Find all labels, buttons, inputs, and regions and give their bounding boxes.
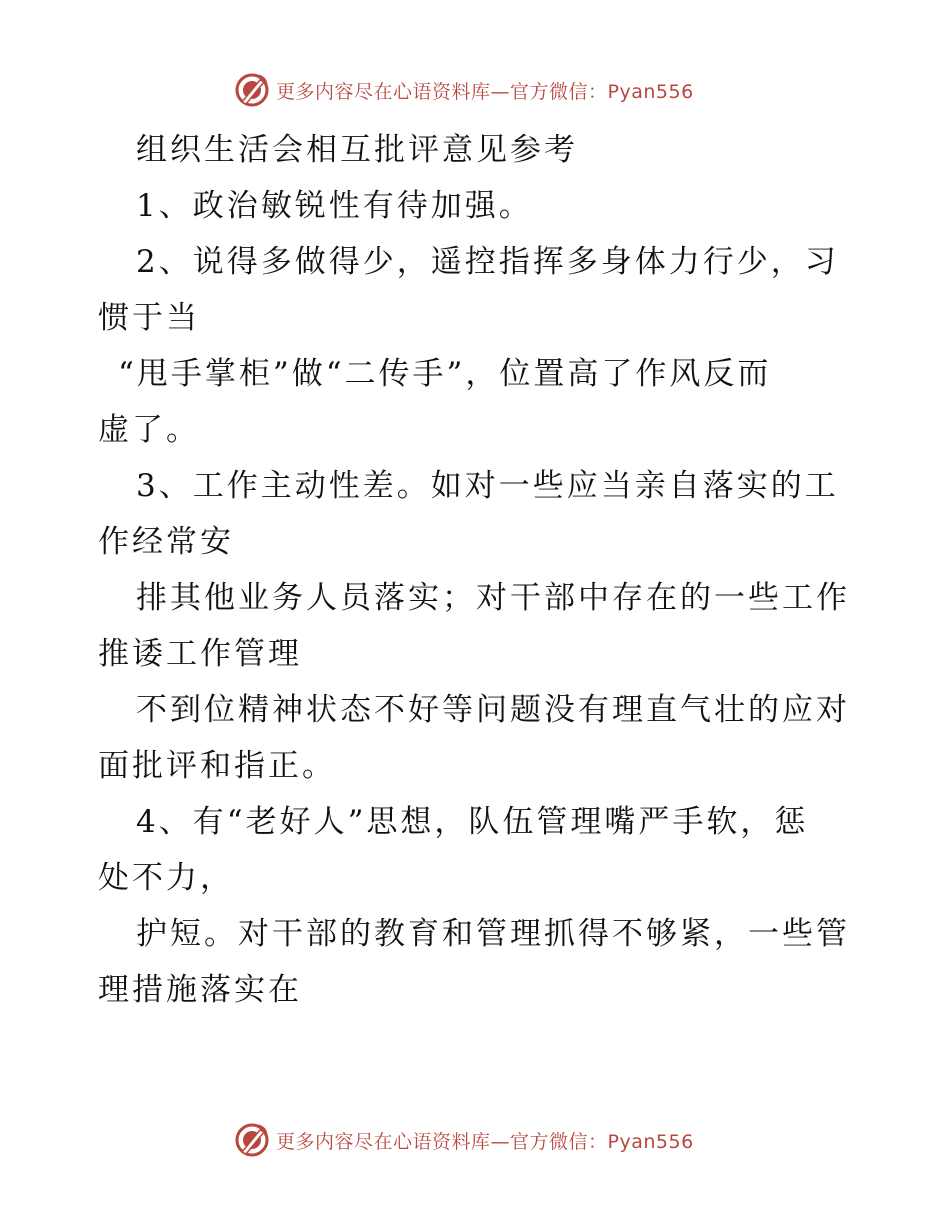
pen-emblem-icon bbox=[234, 1122, 270, 1158]
text-line: 1、政治敏锐性有待加强。 bbox=[136, 188, 533, 224]
text-line: 处不力， bbox=[98, 860, 234, 896]
text-line: 护短。对干部的教育和管理抓得不够紧，一些管 bbox=[136, 916, 850, 952]
text-line: 理措施落实在 bbox=[98, 972, 302, 1008]
text-line: 2、说得多做得少，遥控指挥多身体力行少，习 bbox=[136, 244, 839, 280]
footer-banner bbox=[234, 1122, 694, 1158]
text-line: 推诿工作管理 bbox=[98, 636, 302, 672]
text-line: “甩手掌柜”做“二传手”，位置高了作风反而 bbox=[118, 356, 772, 392]
text-line: 虚了。 bbox=[98, 412, 200, 448]
text-line: 惯于当 bbox=[98, 300, 200, 336]
pen-emblem-icon bbox=[234, 72, 270, 108]
document-title: 组织生活会相互批评意见参考 bbox=[136, 132, 578, 168]
text-line: 不到位精神状态不好等问题没有理直气壮的应对 bbox=[136, 692, 850, 728]
text-line: 4、有“老好人”思想，队伍管理嘴严手软，惩 bbox=[136, 804, 809, 840]
footer-banner-text: 更多内容尽在心语资料库—官方微信：Pyan556 bbox=[276, 1130, 694, 1153]
header-banner bbox=[234, 72, 694, 108]
text-line: 作经常安 bbox=[98, 524, 234, 560]
text-line: 面批评和指正。 bbox=[98, 748, 336, 784]
document-body bbox=[98, 122, 868, 1018]
text-line: 排其他业务人员落实；对干部中存在的一些工作 bbox=[136, 580, 850, 616]
text-line: 3、工作主动性差。如对一些应当亲自落实的工 bbox=[136, 468, 839, 504]
header-banner-text: 更多内容尽在心语资料库—官方微信：Pyan556 bbox=[276, 80, 694, 103]
